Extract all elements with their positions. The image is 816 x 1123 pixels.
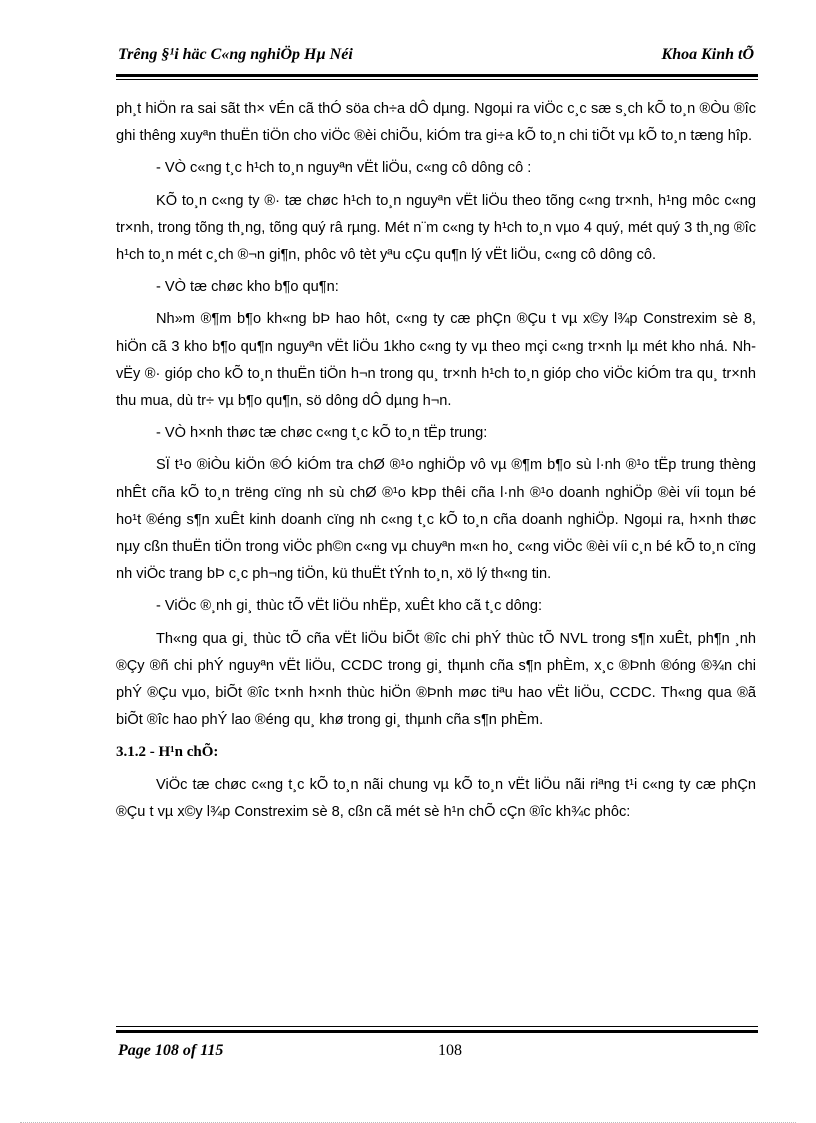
footer-rule-thick [116, 1030, 758, 1033]
paragraph: Nh»m ®¶m b¶o kh«ng bÞ hao hôt, c«ng ty cæ phÇn ®Çu t vµ x©y l¾p Constrexim sè 8, hiÖn cã 3 kho b¶o qu¶n nguyªn vËt liÖu 1kho c«ng ty vµ theo mçi c«ng tr×nh lµ mét kho nhá. Nh vËy ®· gióp cho kÕ to¸n thuËn tiÖn h¬n trong qu¸ tr×nh h¹ch to¸n gióp cho viÖc kiÓm tra qu¸ tr×nh thu mua, dù tr÷ vµ b¶o qu¶n, sö dông dÔ dµng h¬n. [116, 311, 756, 410]
page-number: 108 [438, 1042, 462, 1059]
paragraph: Th«ng qua gi¸ thùc tÕ cña vËt liÖu biÕt ®îc chi phÝ thùc tÕ NVL trong s¶n xuÊt, ph¶n ¸nh ®Çy ®ñ chi phÝ nguyªn vËt liÖu, CCDC trong gi¸ thµnh cña s¶n phÈm, x¸c ®Þnh ®óng ®¾n chi phÝ ®Çu vµo, biÕt ®îc t×nh h×nh thùc hiÖn ®Þnh møc tiªu hao vËt liÖu, CCDC. Th«ng qua ®ã biÕt ®îc hao phÝ lao ®éng qu¸ khø trong gi¸ thµnh cña s¶n phÈm. [116, 630, 756, 729]
paragraph: - VÒ c«ng t¸c h¹ch to¸n nguyªn vËt liÖu, c«ng cô dông cô : [156, 160, 532, 177]
header-rule-thin [116, 79, 758, 80]
body-text [116, 96, 756, 831]
paragraph: - ViÖc ®¸nh gi¸ thùc tÕ vËt liÖu nhËp, xuÊt kho cã t¸c dông: [156, 598, 543, 615]
page-header [116, 44, 758, 72]
paragraph: ph¸t hiÖn ra sai sãt th× vÉn cã thÓ söa ch÷a dÔ dµng. Ngoµi ra viÖc c¸c sæ s¸ch kÕ to¸n ®Òu ®îc ghi thêng xuyªn thuËn tiÖn cho viÖc ®èi chiÕu, kiÓm tra gi÷a kÕ to¸n chi tiÕt vµ kÕ to¸n tæng hîp. [116, 101, 756, 145]
paragraph: - VÒ h×nh thøc tæ chøc c«ng t¸c kÕ to¸n tËp trung: [156, 425, 488, 442]
paragraph: SÏ t¹o ®iÒu kiÖn ®Ó kiÓm tra chØ ®¹o nghiÖp vô vµ ®¶m b¶o sù l·nh ®¹o tËp trung thèng nhÊt cña kÕ to¸n trëng cïng nh sù chØ ®¹o kÞp thêi cña l·nh ®¹o doanh nghiÖp ®èi víi toµn bé ho¹t ®éng s¶n xuÊt kinh doanh cïng nh c«ng t¸c kÕ to¸n cña doanh nghiÖp. Ngoµi ra, h×nh thøc nµy cßn thuËn tiÖn trong viÖc ph©n c«ng vµ chuyªn m«n ho¸ c«ng viÖc ®èi víi c¸n bé kÕ to¸n cïng nh viÖc trang bÞ c¸c ph¬ng tiÖn, kü thuËt tÝnh to¸n, xö lý th«ng tin. [116, 457, 756, 583]
header-university: Trêng §¹i häc C«ng nghiÖp Hµ Néi [118, 46, 353, 63]
footer-rule-thin [116, 1026, 758, 1027]
paragraph: KÕ to¸n c«ng ty ®· tæ chøc h¹ch to¸n nguyªn vËt liÖu theo tõng c«ng tr×nh, h¹ng môc c«ng tr×nh, trong tõng th¸ng, tõng quý râ rµng. Mét n¨m c«ng ty h¹ch to¸n vµo 4 quý, mét quý 3 th¸ng ®îc h¹ch to¸n mét c¸ch ®¬n gi¶n, phôc vô tèt yªu cÇu qu¶n lý vËt liÖu, c«ng cô dông cô. [116, 192, 756, 264]
header-faculty: Khoa Kinh tÕ [661, 46, 754, 63]
paragraph: ViÖc tæ chøc c«ng t¸c kÕ to¸n nãi chung vµ kÕ to¸n vËt liÖu nãi riªng t¹i c«ng ty cæ phÇn ®Çu t vµ x©y l¾p Constrexim sè 8, cßn cã mét sè h¹n chÕ cÇn ®îc kh¾c phôc: [116, 776, 756, 820]
header-rule-thick [116, 74, 758, 77]
section-heading: 3.1.2 - H¹n chÕ: [116, 744, 219, 761]
page-label: Page 108 of 115 [118, 1042, 224, 1059]
paragraph: - VÒ tæ chøc kho b¶o qu¶n: [156, 279, 339, 296]
